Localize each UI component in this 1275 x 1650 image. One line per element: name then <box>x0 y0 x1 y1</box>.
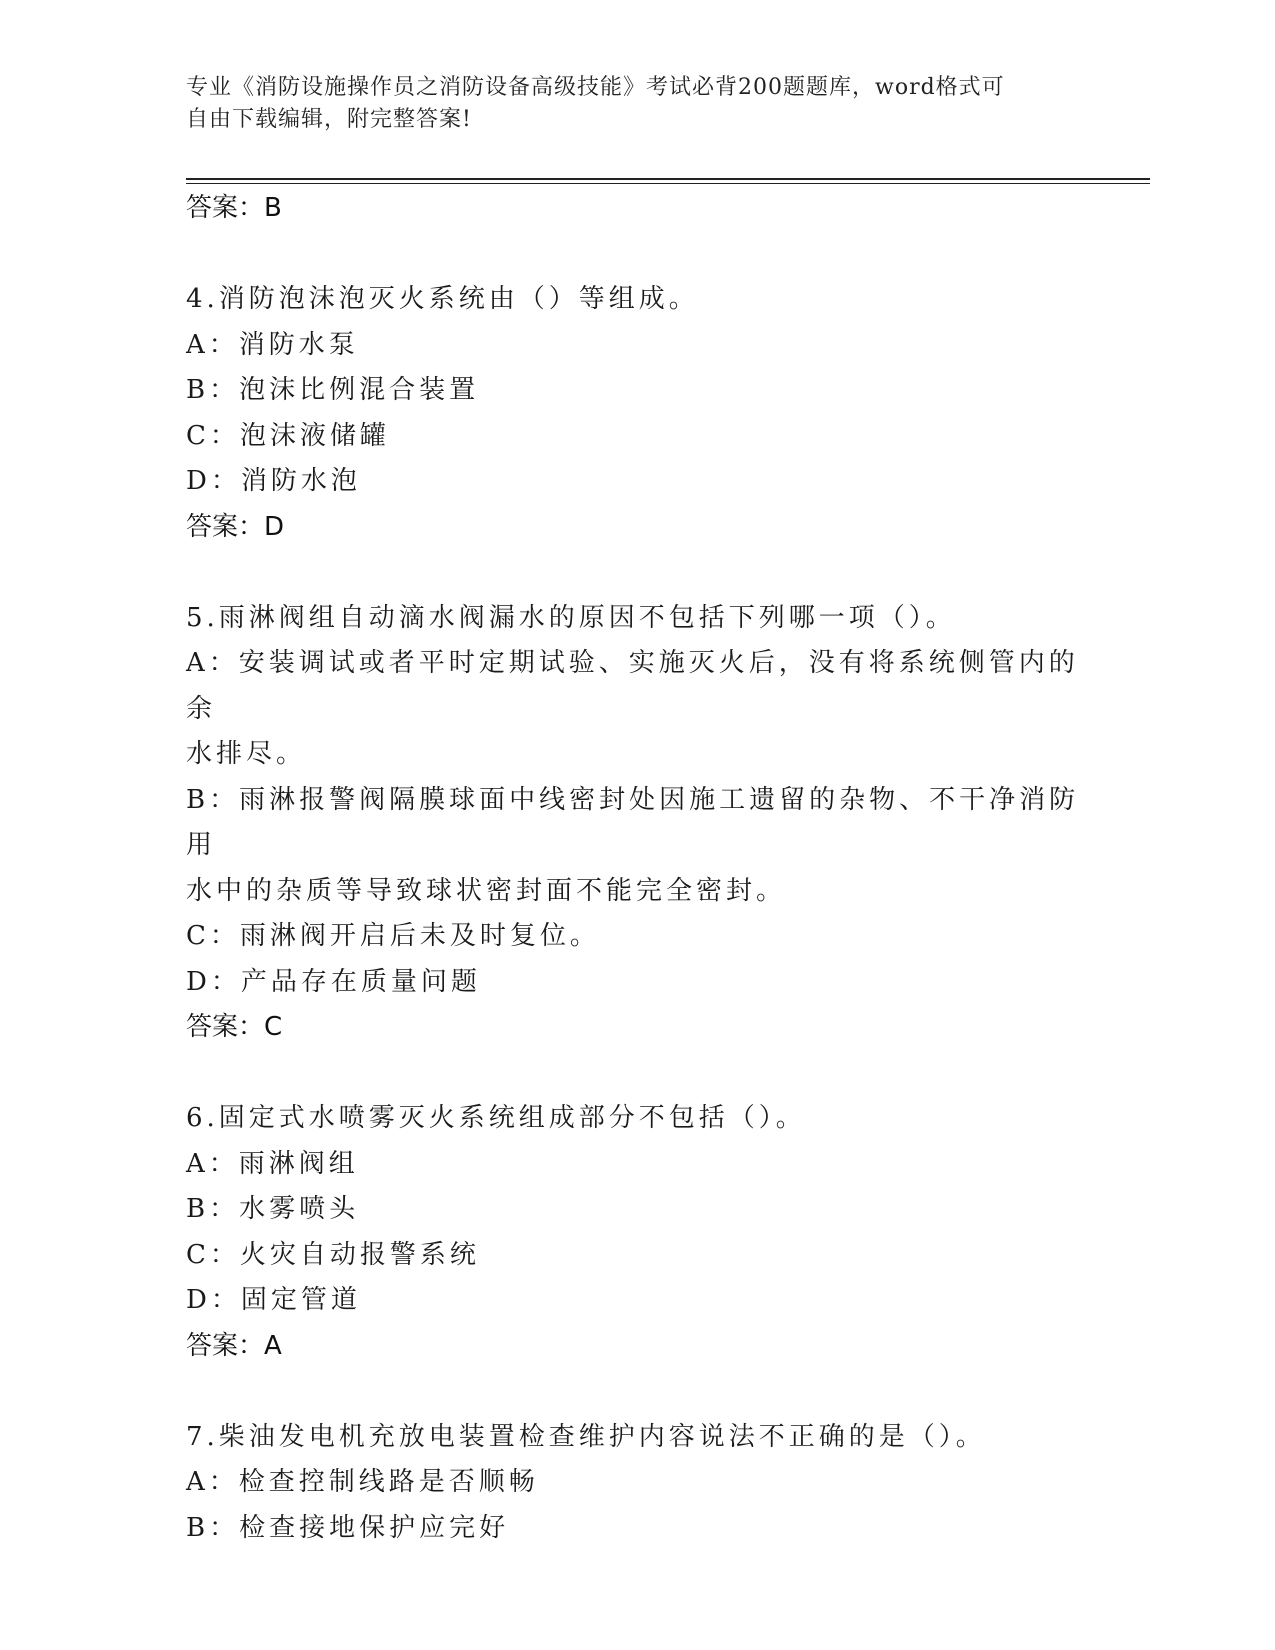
header-rule-thin <box>186 183 1150 184</box>
page-header <box>186 72 1066 136</box>
option-c: C：火灾自动报警系统 <box>186 1239 480 1270</box>
option-b: B：泡沫比例混合装置 <box>186 375 480 405</box>
spacer <box>186 231 1086 277</box>
option-d: D：固定管道 <box>186 1285 361 1315</box>
question-7 <box>186 1415 1086 1552</box>
spacer <box>186 1050 1086 1096</box>
spacer <box>186 550 1086 596</box>
question-stem: 6.固定式水喷雾灭火系统组成部分不包括（）。 <box>186 1103 806 1133</box>
header-line-1: 专业《消防设施操作员之消防设备高级技能》考试必背200题题库，word格式可 <box>186 75 1005 100</box>
option-a: A：检查控制线路是否顺畅 <box>186 1467 539 1497</box>
option-a: A：雨淋阀组 <box>186 1148 359 1179</box>
option-a: A：消防水泵 <box>186 329 359 360</box>
question-5 <box>186 596 1086 1051</box>
answer-previous: 答案：B <box>186 193 282 223</box>
option-d: D：产品存在质量问题 <box>186 966 481 997</box>
option-c: C：泡沫液储罐 <box>186 420 390 451</box>
question-stem: 7.柴油发电机充放电装置检查维护内容说法不正确的是（）。 <box>186 1421 986 1452</box>
answer: 答案：D <box>186 511 285 542</box>
answer: 答案：C <box>186 1012 283 1042</box>
document-body <box>186 186 1086 1551</box>
option-b: B：检查接地保护应完好 <box>186 1512 510 1543</box>
option-b: B：水雾喷头 <box>186 1194 360 1224</box>
option-a-line-1: A：安装调试或者平时定期试验、实施灭火后，没有将系统侧管内的余 <box>186 648 1079 724</box>
option-d: D：消防水泡 <box>186 466 361 496</box>
option-a-line-2: 水排尽。 <box>186 739 307 769</box>
question-6 <box>186 1096 1086 1369</box>
option-c: C：雨淋阀开启后未及时复位。 <box>186 921 600 951</box>
option-b-line-1: B：雨淋报警阀隔膜球面中线密封处因施工遗留的杂物、不干净消防用 <box>186 784 1080 860</box>
option-b-line-2: 水中的杂质等导致球状密封面不能完全密封。 <box>186 875 787 906</box>
header-rule-thick <box>186 178 1150 180</box>
spacer <box>186 1369 1086 1415</box>
question-stem: 4.消防泡沫泡灭火系统由（）等组成。 <box>186 284 699 314</box>
answer: 答案：A <box>186 1330 282 1361</box>
question-4 <box>186 277 1086 550</box>
header-line-2: 自由下载编辑，附完整答案! <box>186 107 472 132</box>
question-stem: 5.雨淋阀组自动滴水阀漏水的原因不包括下列哪一项（）。 <box>186 602 956 633</box>
